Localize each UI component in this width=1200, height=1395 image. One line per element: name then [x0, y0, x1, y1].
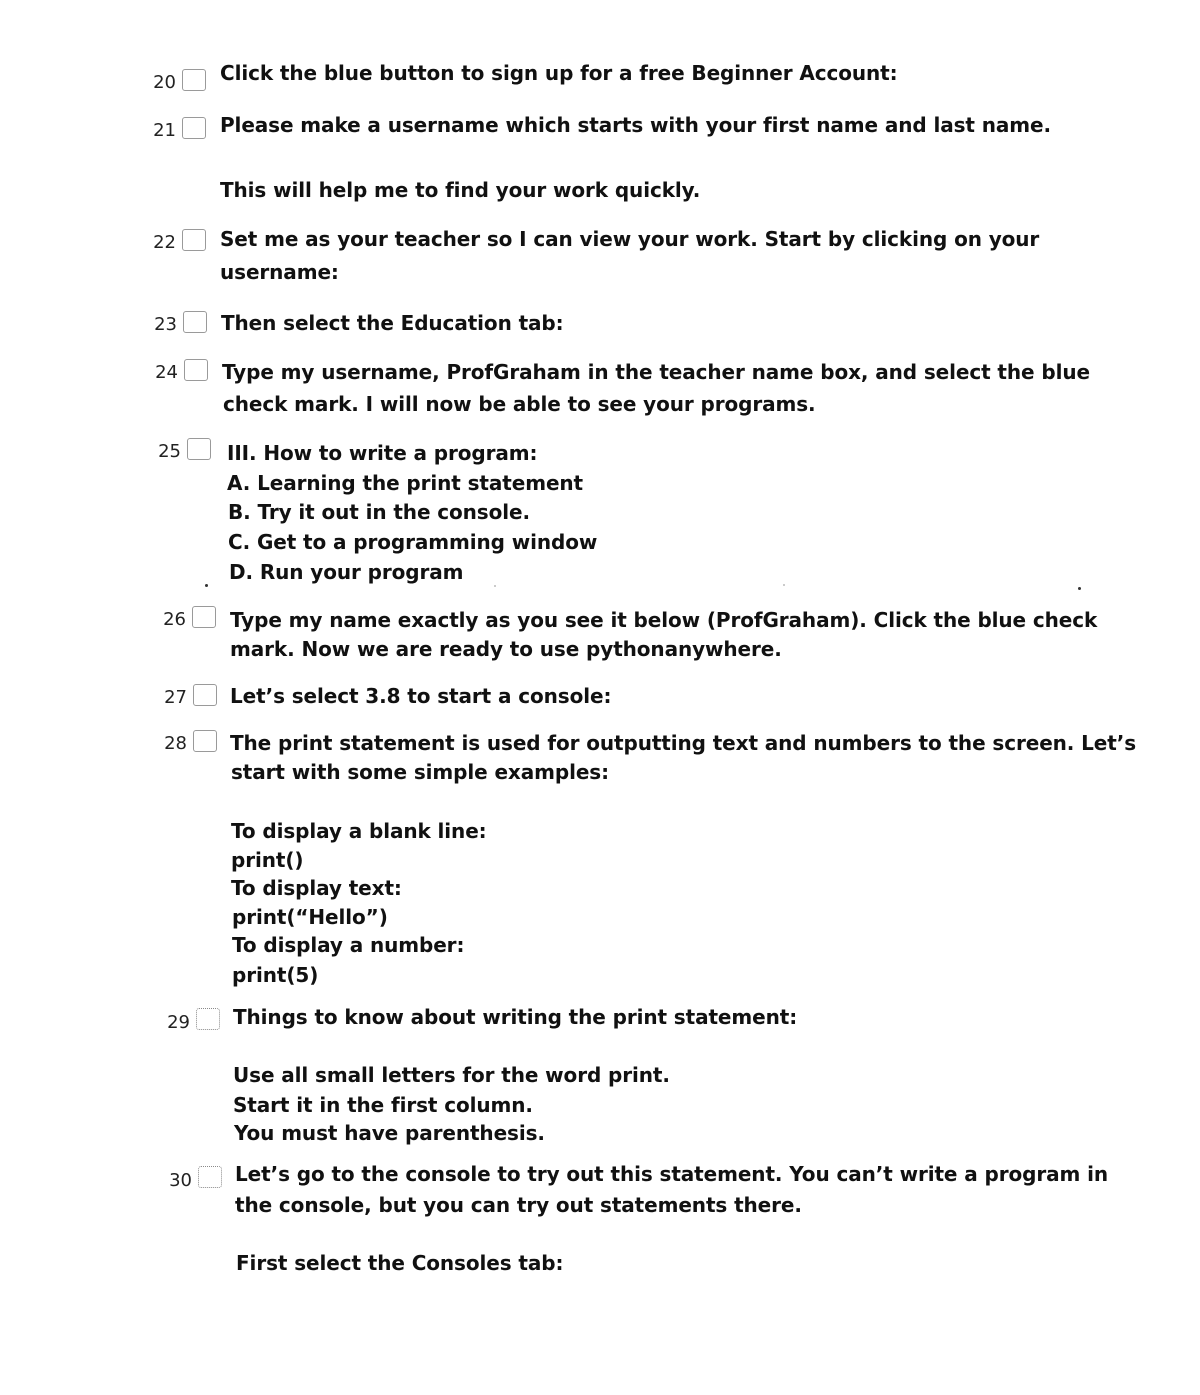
item-text: Set me as your teacher so I can view your work. Start by clicking on your: [220, 227, 1040, 251]
item-text: check mark. I will now be able to see your programs.: [223, 392, 816, 416]
item-text: Start it in the first column.: [233, 1093, 533, 1117]
item-checkbox[interactable]: [182, 117, 206, 139]
item-text: mark. Now we are ready to use pythonanywhere.: [230, 637, 782, 661]
item-text: C. Get to a programming window: [228, 530, 598, 554]
scan-speck: [1078, 587, 1081, 590]
item-number: 25: [158, 441, 181, 462]
item-text: print(“Hello”): [232, 905, 388, 929]
item-checkbox[interactable]: [196, 1008, 220, 1030]
item-text: Type my username, ProfGraham in the teacher name box, and select the blue: [222, 360, 1090, 384]
item-text: print(5): [232, 963, 319, 987]
item-text: To display text:: [231, 876, 402, 900]
item-number: 26: [163, 609, 186, 630]
item-text: D. Run your program: [229, 560, 464, 584]
item-checkbox[interactable]: [184, 359, 208, 381]
item-text: The print statement is used for outputting text and numbers to the screen. Let’s: [230, 731, 1137, 755]
scan-speck: [783, 584, 785, 586]
item-text: Use all small letters for the word print.: [233, 1063, 670, 1087]
scan-speck: [494, 585, 496, 587]
item-text: A. Learning the print statement: [227, 471, 584, 495]
item-checkbox[interactable]: [183, 311, 207, 333]
item-text: Please make a username which starts with your first name and last name.: [220, 113, 1051, 137]
item-checkbox[interactable]: [198, 1166, 222, 1188]
item-text: Then select the Education tab:: [221, 311, 564, 335]
item-number: 24: [155, 362, 178, 383]
item-text: Click the blue button to sign up for a free Beginner Account:: [220, 61, 898, 85]
item-checkbox[interactable]: [187, 438, 211, 460]
item-number: 29: [167, 1012, 190, 1033]
item-text: username:: [220, 260, 339, 284]
item-text: Let’s select 3.8 to start a console:: [230, 684, 612, 708]
item-text: This will help me to find your work quickly.: [220, 178, 701, 202]
item-checkbox[interactable]: [193, 730, 217, 752]
item-text: print(): [231, 848, 304, 872]
item-text: To display a number:: [232, 933, 465, 957]
item-number: 28: [164, 733, 187, 754]
item-text: First select the Consoles tab:: [236, 1251, 564, 1275]
scan-speck: [205, 584, 208, 587]
item-text: B. Try it out in the console.: [228, 500, 530, 524]
item-text: To display a blank line:: [231, 819, 487, 843]
item-text: Let’s go to the console to try out this statement. You can’t write a program in: [235, 1162, 1108, 1186]
item-number: 20: [153, 72, 176, 93]
item-number: 30: [169, 1170, 192, 1191]
item-checkbox[interactable]: [182, 229, 206, 251]
item-text: You must have parenthesis.: [234, 1121, 545, 1145]
item-number: 22: [153, 232, 176, 253]
item-checkbox[interactable]: [193, 684, 217, 706]
item-text: III. How to write a program:: [227, 441, 538, 465]
item-number: 27: [164, 687, 187, 708]
item-text: start with some simple examples:: [231, 760, 609, 784]
item-text: the console, but you can try out statements there.: [235, 1193, 802, 1217]
item-number: 21: [153, 120, 176, 141]
item-text: Type my name exactly as you see it below (ProfGraham). Click the blue check: [230, 608, 1098, 632]
item-text: Things to know about writing the print statement:: [233, 1005, 798, 1029]
item-number: 23: [154, 314, 177, 335]
item-checkbox[interactable]: [182, 69, 206, 91]
item-checkbox[interactable]: [192, 606, 216, 628]
